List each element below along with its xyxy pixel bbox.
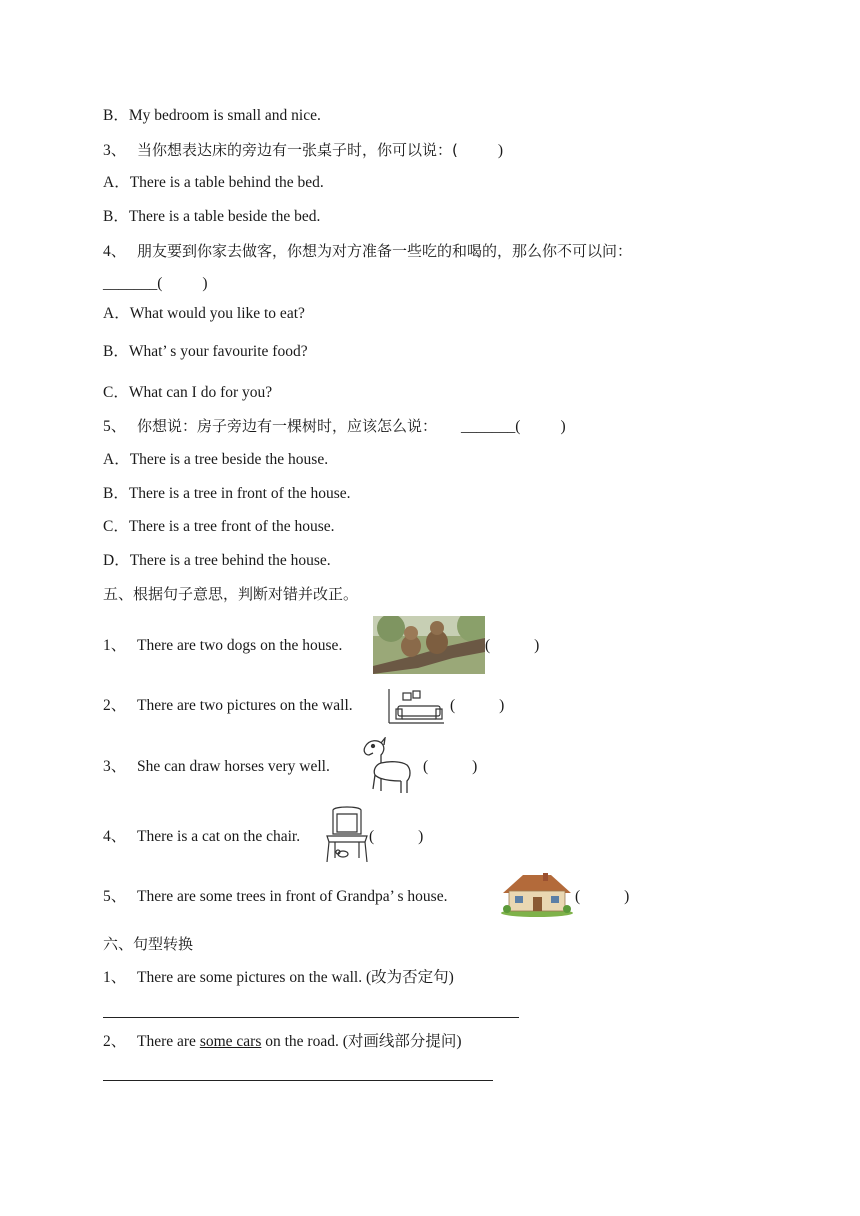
q5-option-a: A．There is a tree beside the house. <box>103 451 329 468</box>
section-5-title: 五、根据句子意思，判断对错并改正。 <box>103 585 359 603</box>
s5-item-3 <box>103 757 330 777</box>
question-number: 1、 <box>103 969 127 986</box>
item-text: There are two pictures on the wall. <box>137 697 353 714</box>
question-text: There are some pictures on the wall. (改为否定句) <box>137 969 454 986</box>
question-3 <box>103 140 503 161</box>
item-number: 4、 <box>103 828 127 845</box>
paren-close: ) <box>497 142 504 159</box>
q3-option-b: B．There is a table beside the bed. <box>103 208 321 225</box>
underlined-phrase: some cars <box>199 1033 262 1050</box>
q5-option-c: C．There is a tree front of the house. <box>103 518 335 535</box>
s5-item-5 <box>103 887 447 907</box>
q5-option-d: D．There is a tree behind the house. <box>103 552 331 569</box>
paren-close: ) <box>624 888 630 905</box>
monkeys-on-branch-photo <box>373 616 485 674</box>
q4-option-c: C．What can I do for you? <box>103 384 273 401</box>
question-text-post: on the road. (对画线部分提问) <box>261 1033 462 1050</box>
q5-option-b: B．There is a tree in front of the house. <box>103 485 351 502</box>
s5-item-2 <box>103 696 353 716</box>
item-text: She can draw horses very well. <box>137 758 330 775</box>
paren-open: ( <box>575 888 581 905</box>
q2-option-b: B．My bedroom is small and nice. <box>103 107 321 124</box>
question-number: 2、 <box>103 1033 127 1050</box>
q4-option-b: B．What’ s your favourite food? <box>103 343 308 360</box>
question-text-pre: There are <box>137 1033 200 1050</box>
answer-blank[interactable]: _______( <box>103 275 163 292</box>
item-text: There are two dogs on the house. <box>137 637 343 654</box>
q4-option-a: A．What would you like to eat? <box>103 305 305 322</box>
paren-open: ( <box>485 637 491 654</box>
s6-question-2 <box>103 1032 462 1052</box>
question-text: 朋友要到你家去做客，你想为对方准备一些吃的和喝的，那么你不可以问： <box>137 242 633 260</box>
section-6-title: 六、句型转换 <box>103 935 194 953</box>
question-5 <box>103 416 566 437</box>
sofa-wall-picture-icon <box>386 687 446 725</box>
s5-item-1-answer[interactable] <box>485 636 539 656</box>
item-number: 1、 <box>103 637 127 654</box>
item-text: There is a cat on the chair. <box>137 828 301 845</box>
s6-question-1 <box>103 968 454 988</box>
item-number: 2、 <box>103 697 127 714</box>
answer-line-2[interactable] <box>103 1080 493 1081</box>
s5-item-4 <box>103 827 300 847</box>
q3-option-a: A．There is a table behind the bed. <box>103 174 324 191</box>
paren-close: ) <box>418 828 424 845</box>
s5-item-5-answer[interactable] <box>575 887 629 907</box>
answer-blank[interactable]: _______( <box>461 418 521 435</box>
s5-item-3-answer[interactable] <box>423 757 477 777</box>
answer-line-1[interactable] <box>103 1017 519 1018</box>
item-number: 5、 <box>103 888 127 905</box>
question-number: 3、 <box>103 142 127 159</box>
s5-item-1 <box>103 636 342 656</box>
paren-close: ) <box>560 418 566 435</box>
horse-drawing-icon <box>359 737 415 795</box>
paren-close: ) <box>499 697 505 714</box>
s5-item-2-answer[interactable] <box>450 696 504 716</box>
question-4-blank <box>103 274 208 294</box>
paren-close: ) <box>534 637 540 654</box>
question-number: 4、 <box>103 243 127 260</box>
question-text: 你想说：房子旁边有一棵树时，应该怎么说： <box>137 417 438 435</box>
item-number: 3、 <box>103 758 127 775</box>
question-text: 当你想表达床的旁边有一张桌子时，你可以说：( <box>137 141 458 159</box>
paren-open: ( <box>450 697 456 714</box>
chair-with-cat-icon <box>321 806 375 864</box>
paren-close: ) <box>202 275 208 292</box>
s5-item-4-answer[interactable] <box>369 827 423 847</box>
paren-open: ( <box>423 758 429 775</box>
paren-close: ) <box>472 758 478 775</box>
paren-open: ( <box>369 828 375 845</box>
question-number: 5、 <box>103 418 127 435</box>
item-text: There are some trees in front of Grandpa’ s house. <box>137 888 448 905</box>
house-cottage-icon <box>499 871 575 917</box>
question-4 <box>103 241 632 262</box>
